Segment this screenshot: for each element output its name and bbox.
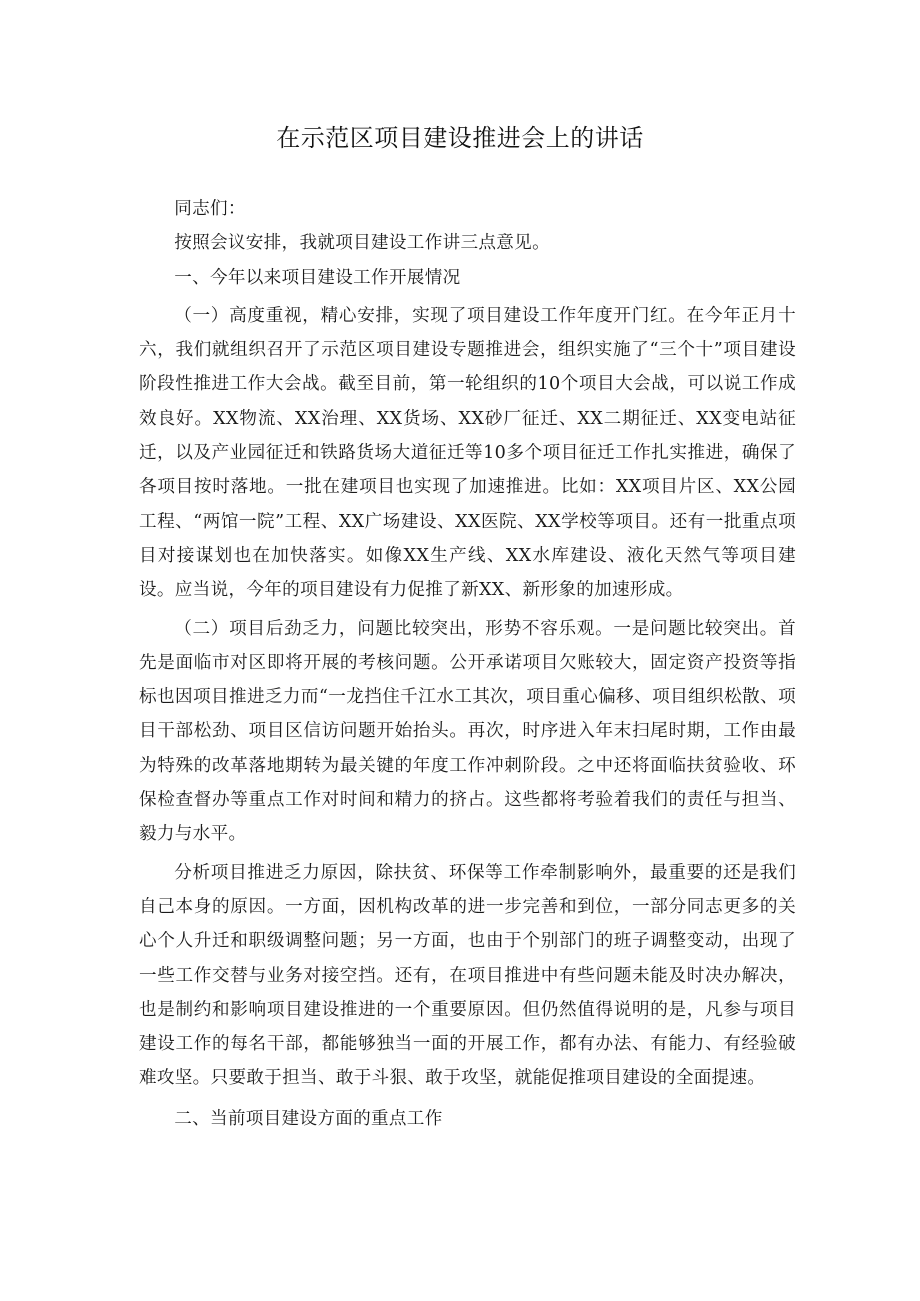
section-heading-2: 二、当前项目建设方面的重点工作 bbox=[174, 1108, 443, 1129]
document-body bbox=[139, 192, 796, 1138]
paragraph-problems: （二）项目后劲乏力，问题比较突出，形势不容乐观。一是问题比较突出。首先是面临市对区即将开展的考核问题。公开承诺项目欠账较大，固定资产投资等指标也因项目推进乏力而“一龙挡住千江水工其次，项目重心偏移、项目组织松散、项目干部松劲、项目区信访问题开始抬头。再次，时序进入年末扫尾时期，工作由最为特殊的改革落地期转为最关键的年度工作冲刺阶段。之中还将面临扶贫验收、环保检查督办等重点工作对时间和精力的挤占。这些都将考验着我们的责任与担当、毅力与水平。 bbox=[139, 618, 796, 845]
document-title: 在示范区项目建设推进会上的讲话 bbox=[276, 124, 644, 152]
section-heading-1: 一、今年以来项目建设工作开展情况 bbox=[174, 267, 461, 288]
intro-paragraph: 按照会议安排，我就项目建设工作讲三点意见。 bbox=[174, 233, 550, 254]
paragraph-analysis: 分析项目推进乏力原因，除扶贫、环保等工作牵制影响外，最重要的还是我们自己本身的原因。一方面，因机构改革的进一步完善和到位，一部分同志更多的关心个人升迁和职级调整问题；另一方面，也由于个别部门的班子调整变动，出现了一些工作交替与业务对接空挡。还有，在项目推进中有些问题未能及时决办解决，也是制约和影响项目建设推进的一个重要原因。但仍然值得说明的是，凡参与项目建设工作的每名干部，都能够独当一面的开展工作，都有办法、有能力、有经验破难攻坚。只要敢于担当、敢于斗狠、敢于攻坚，就能促推项目建设的全面提速。 bbox=[139, 862, 796, 1089]
paragraph-achievements: （一）高度重视，精心安排，实现了项目建设工作年度开门红。在今年正月十六，我们就组织召开了示范区项目建设专题推进会，组织实施了“三个十”项目建设阶段性推进工作大会战。截至目前，第一轮组织的10个项目大会战，可以说工作成效良好。XX物流、XX治理、XX货场、XX砂厂征迁、XX二期征迁、XX变电站征迁，以及产业园征迁和铁路货场大道征迁等10多个项目征迁工作扎实推进，确保了各项目按时落地。一批在建项目也实现了加速推进。比如：XX项目片区、XX公园工程、“两馆一院”工程、XX广场建设、XX医院、XX学校等项目。还有一批重点项目对接谋划也在加快落实。如像XX生产线、XX水库建设、液化天然气等项目建设。应当说，今年的项目建设有力促推了新XX、新形象的加速形成。 bbox=[139, 305, 796, 601]
salutation: 同志们： bbox=[174, 199, 246, 219]
